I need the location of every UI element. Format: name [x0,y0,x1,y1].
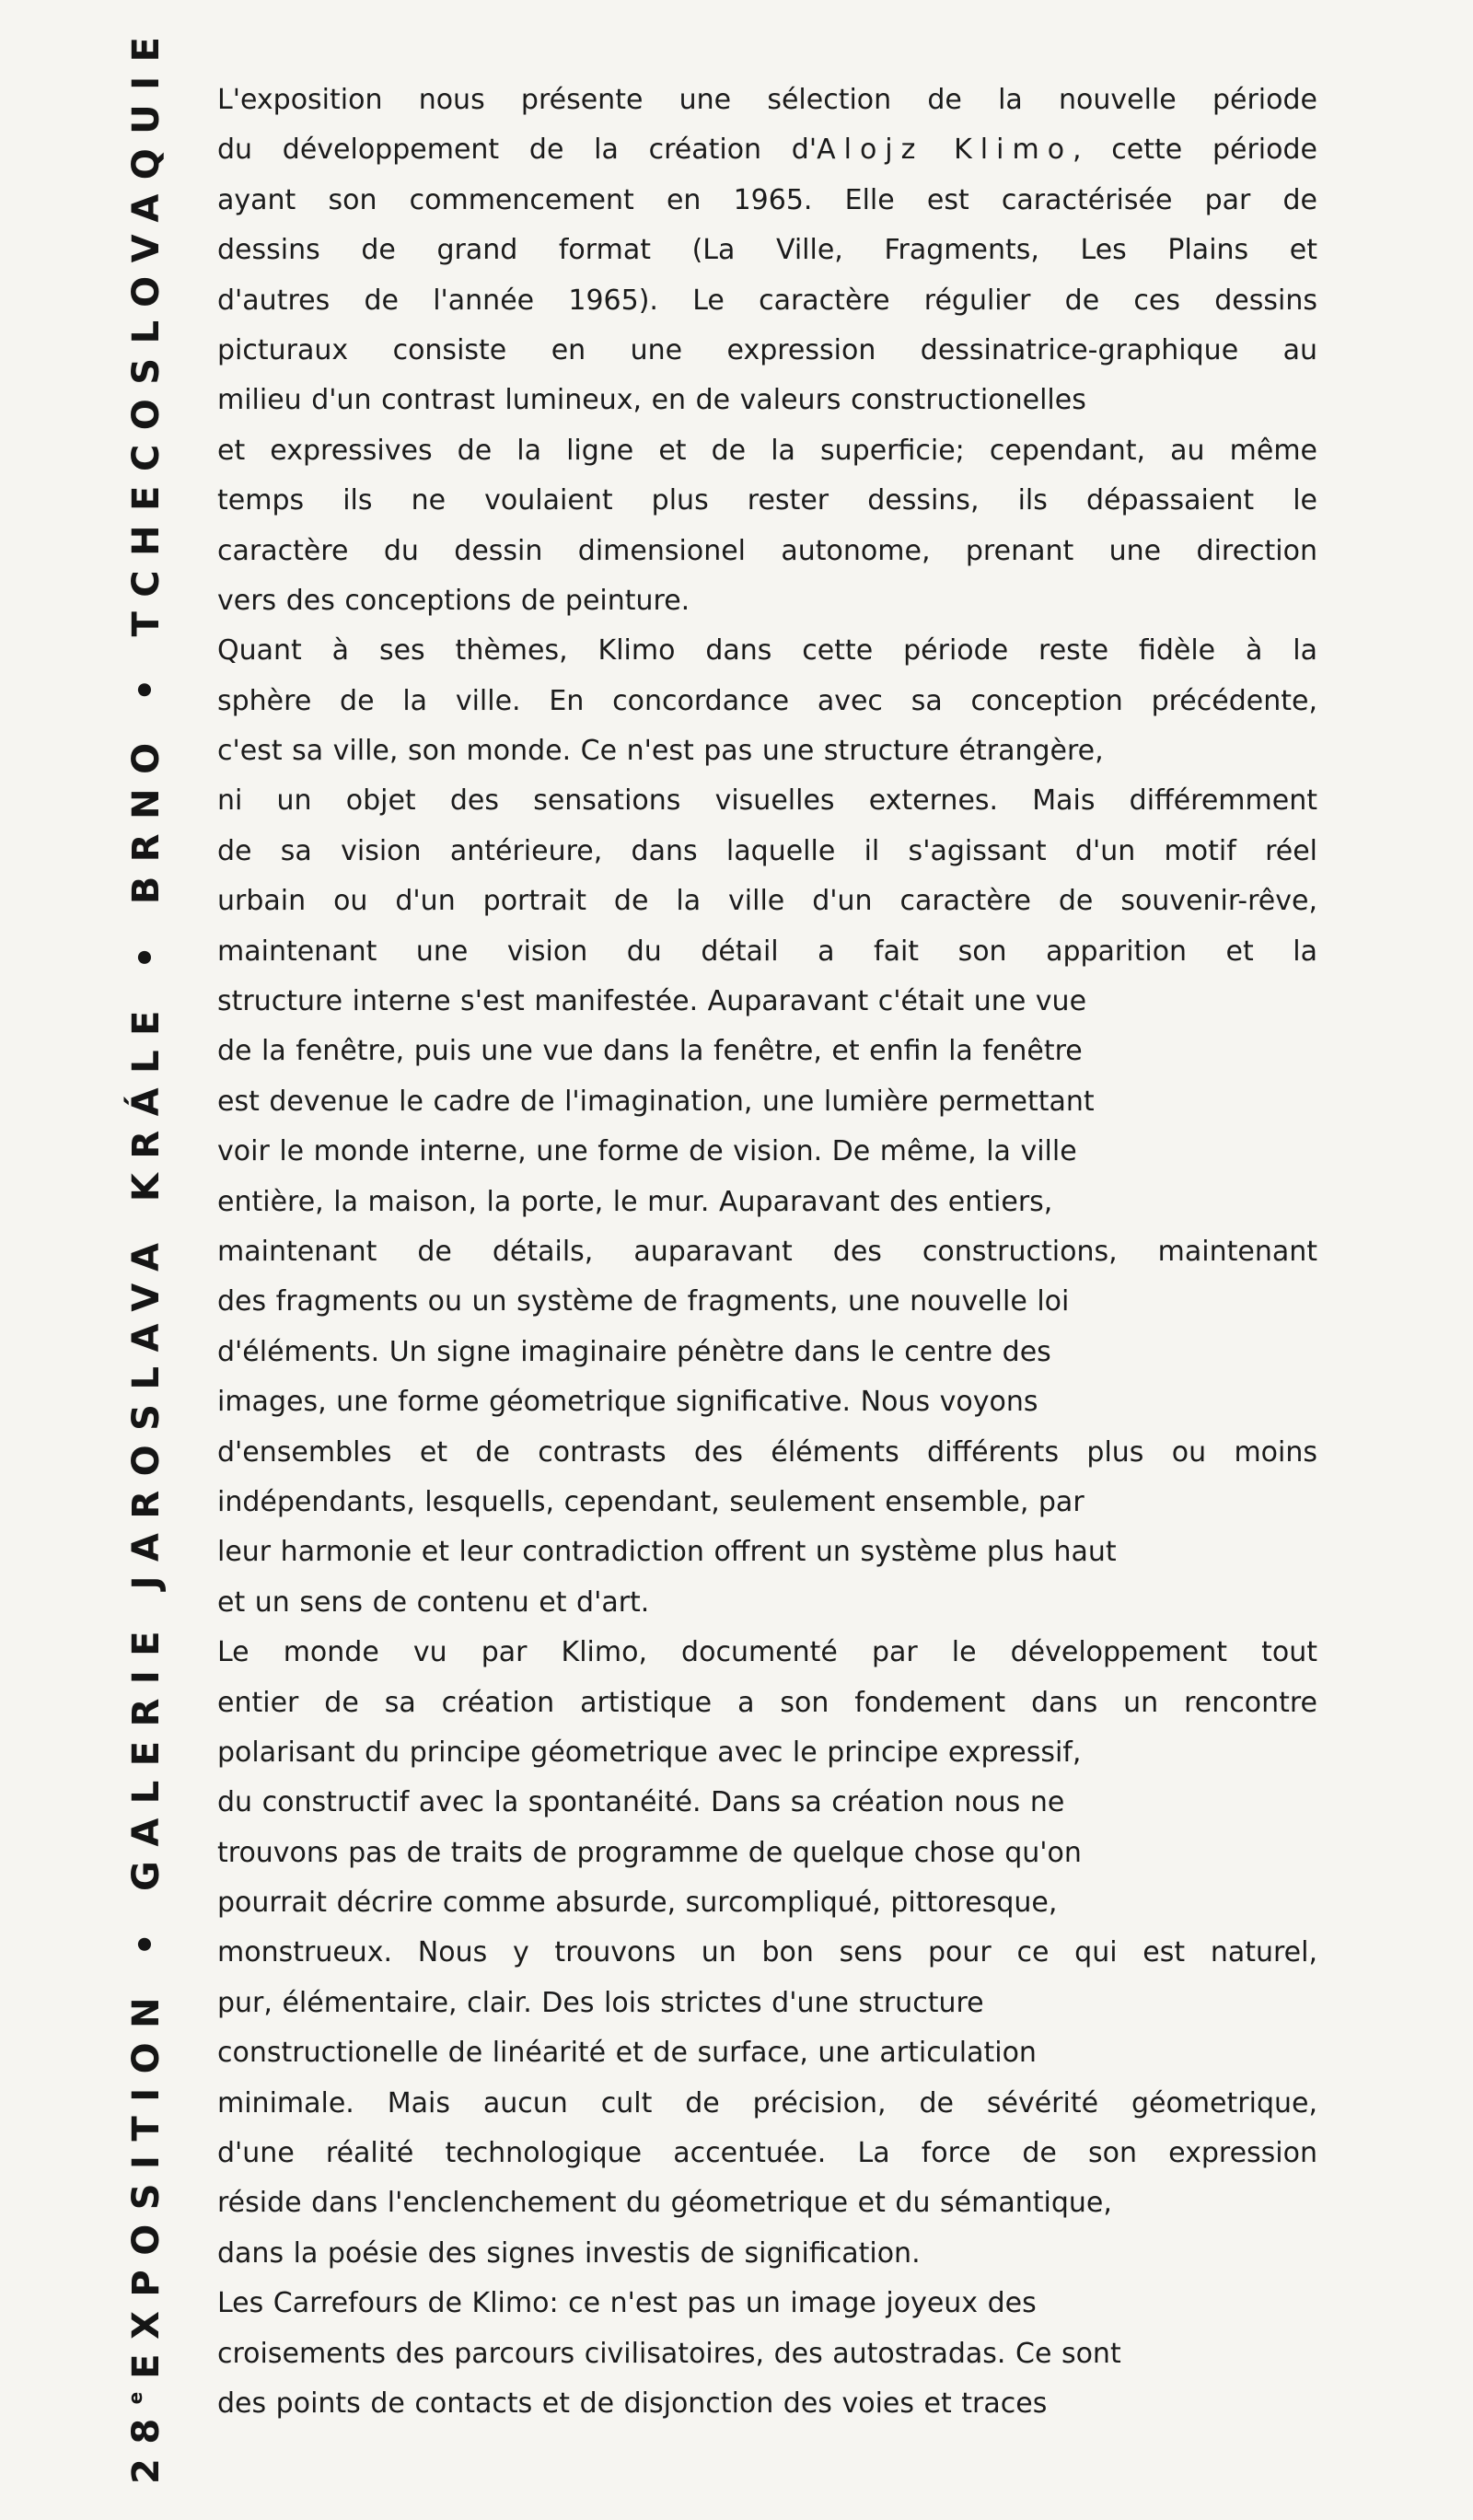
artist-last-name: Klimo [954,134,1073,167]
body-text [217,75,1317,2429]
text-line: L'exposition nous présente une sélection de la nouvelle période [217,84,1317,116]
text-line: et expressives de la ligne et de la superficie; cependant, au même [217,434,1317,467]
text-line: c'est sa ville, son monde. Ce n'est pas une structure étrangère, [217,735,1104,768]
text-line: croisements des parcours civilisatoires, des autostradas. Ce sont [217,2337,1121,2370]
text-line: maintenant de détails, auparavant des constructions, maintenant [217,1235,1317,1268]
text-line: urbain ou d'un portrait de la ville d'un caractère de souvenir-rêve, [217,885,1317,918]
text-line: structure interne s'est manifestée. Auparavant c'était une vue [217,985,1087,1018]
exhibition-number: 28 [125,2404,168,2484]
text-line: Les Carrefours de Klimo: ce n'est pas un image joyeux des [217,2287,1037,2320]
text-line: sphère de la ville. En concordance avec sa conception précédente, [217,684,1317,717]
text-line: de la fenêtre, puis une vue dans la fenêtre, et enfin la fenêtre [217,1035,1083,1068]
text-line: d'autres de l'année 1965). Le caractère régulier de ces dessins [217,284,1317,317]
text-line: ayant son commencement en 1965. Elle est caractérisée par de [217,183,1317,216]
text-line: minimale. Mais aucun cult de précision, de sévérité géometrique, [217,2086,1317,2119]
text-line: entier de sa création artistique a son fondement dans un rencontre [217,1686,1317,1719]
text-line: des points de contacts et de disjonction des voies et traces [217,2386,1048,2420]
text-line: dessins de grand format (La Ville, Fragments, Les Plains et [217,234,1317,267]
text-line: du développement de la création d'Alojz Klimo, cette période [217,134,1317,167]
ordinal-suffix: e [124,2391,146,2405]
text-line: milieu d'un contrast lumineux, en de valeurs constructionelles [217,384,1086,417]
text-line: caractère du dessin dimensionel autonome, prenant une direction [217,534,1317,567]
text-line: polarisant du principe géometrique avec le principe expressif, [217,1736,1082,1769]
text-line: leur harmonie et leur contradiction offrent un système plus haut [217,1536,1117,1569]
text-line: du constructif avec la spontanéité. Dans sa création nous ne [217,1786,1065,1819]
text-line: voir le monde interne, une forme de vision. De même, la ville [217,1135,1077,1168]
text-line: trouvons pas de traits de programme de quelque chose qu'on [217,1836,1082,1869]
text-line: temps ils ne voulaient plus rester dessins, ils dépassaient le [217,484,1317,517]
text-line: pur, élémentaire, clair. Des lois strictes d'une structure [217,1986,984,2019]
text-line: vers des conceptions de peinture. [217,584,690,617]
text-line: pourrait décrire comme absurde, surcompliqué, pittoresque, [217,1887,1058,1920]
text-line: dans la poésie des signes investis de signification. [217,2236,921,2270]
text-line: est devenue le cadre de l'imagination, une lumière permettant [217,1085,1095,1118]
text-line: de sa vision antérieure, dans laquelle il s'agissant d'un motif réel [217,834,1317,867]
text-line: ni un objet des sensations visuelles externes. Mais différemment [217,784,1317,818]
text-line: entière, la maison, la porte, le mur. Auparavant des entiers, [217,1185,1053,1218]
text-line: indépendants, lesquells, cependant, seulement ensemble, par [217,1485,1084,1518]
text-line: maintenant une vision du détail a fait son apparition et la [217,935,1317,968]
text-line: Quant à ses thèmes, Klimo dans cette période reste fidèle à la [217,634,1317,668]
artist-first-name: Alojz [817,134,924,167]
text-line: Le monde vu par Klimo, documenté par le développement tout [217,1636,1317,1669]
text-line: picturaux consiste en une expression dessinatrice-graphique au [217,333,1317,366]
text-line: monstrueux. Nous y trouvons un bon sens pour ce qui est naturel, [217,1936,1317,1969]
text-line: d'éléments. Un signe imaginaire pénètre dans le centre des [217,1335,1051,1368]
text-line: réside dans l'enclenchement du géometrique et du sémantique, [217,2187,1112,2220]
vertical-exhibition-title [124,22,168,2484]
text-line: d'une réalité technologique accentuée. La force de son expression [217,2137,1317,2170]
text-line: et un sens de contenu et d'art. [217,1585,650,1619]
text-line: images, une forme géometrique significative. Nous voyons [217,1386,1038,1419]
text-line: constructionelle de linéarité et de surface, une articulation [217,2037,1037,2070]
text-line: d'ensembles et de contrasts des éléments différents plus ou moins [217,1435,1317,1469]
exhibition-venue: EXPOSITION • GALERIE JAROSLAVA KRÁLE • BRNO • TCHECOSLOVAQUIE [125,22,168,2379]
text-line: des fragments ou un système de fragments, une nouvelle loi [217,1285,1070,1318]
